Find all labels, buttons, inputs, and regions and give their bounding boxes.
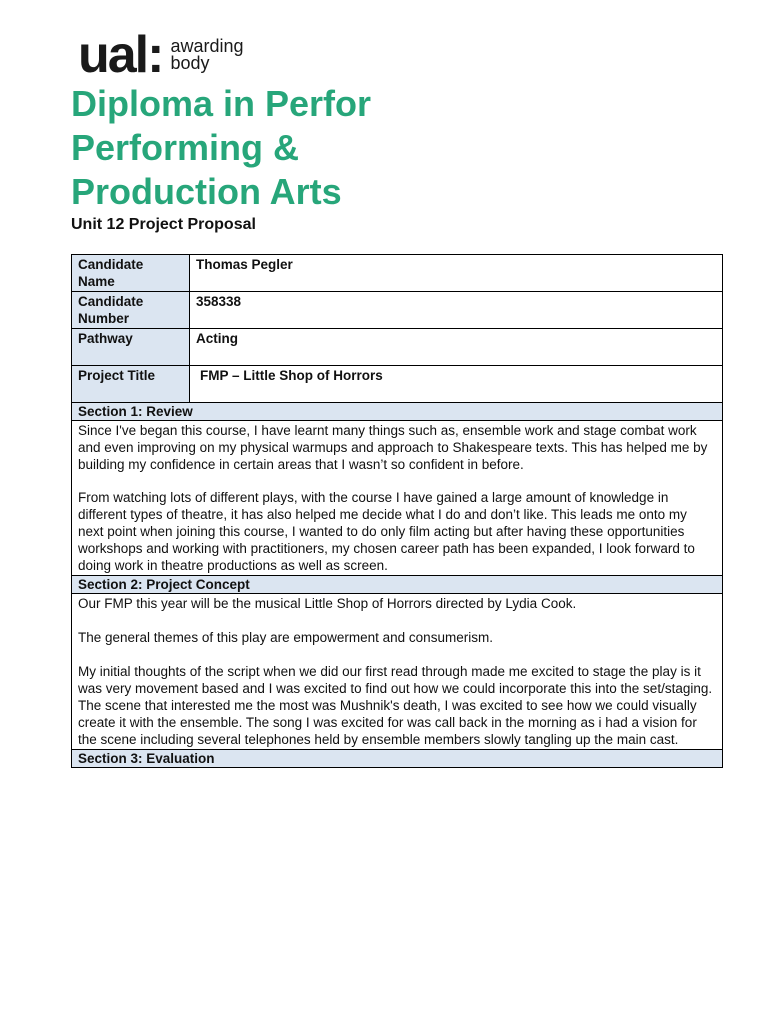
pathway-value: Acting (190, 329, 723, 366)
section-2-body (72, 594, 723, 750)
candidate-name-label: Candidate Name (72, 255, 190, 292)
logo-subtext (170, 38, 243, 72)
section-1-body (72, 421, 723, 576)
title-line-1: Diploma in Perfor (71, 83, 372, 124)
section-1-paragraph-2: From watching lots of different plays, with the course I have gained a large amount of knowledge in different types of theatre, it has also helped me decide what I do and don’t like. This leads me onto my next point when joining this course, I wanted to do only film acting but after having these opportunities workshops and working with practitioners, my chosen career path has been expanded, I look forward to doing work in theatre productions as well as screen. (78, 490, 695, 573)
logo-wordmark: ual: (78, 26, 163, 84)
candidate-number-label: Candidate Number (72, 292, 190, 329)
title-line-3: Production Arts (71, 171, 342, 212)
table-row-candidate-number (72, 292, 723, 329)
section-3-heading-row (72, 750, 723, 768)
candidate-name-value: Thomas Pegler (190, 255, 723, 292)
ual-logo (78, 26, 244, 84)
table-row-candidate-name (72, 255, 723, 292)
project-title-text: FMP – Little Shop of Horrors (200, 368, 383, 383)
section-1-heading: Section 1: Review (72, 403, 723, 421)
section-1-heading-row (72, 403, 723, 421)
logo-line-2: body (170, 53, 210, 73)
section-2-heading-row (72, 576, 723, 594)
section-1-paragraph-1: Since I've began this course, I have learnt many things such as, ensemble work and stage combat work and even improving on my physical warmups and approach to Shakespeare texts. This has helped me by building my confidence in certain areas that I wasn’t so confident in before. (78, 423, 708, 472)
section-2-paragraph-2: The general themes of this play are empowerment and consumerism. (78, 630, 493, 645)
title-line-2: Performing & (71, 127, 300, 168)
section-1-body-row (72, 421, 723, 576)
section-2-body-row (72, 594, 723, 750)
logo-line-1: awarding (170, 36, 244, 56)
section-2-heading: Section 2: Project Concept (72, 576, 723, 594)
document-subtitle: Unit 12 Project Proposal (71, 216, 256, 233)
project-title-label: Project Title (72, 366, 190, 403)
section-2-paragraph-3: My initial thoughts of the script when we did our first read through made me excited to stage the play is it was very movement based and I was excited to find out how we could incorporate this into the set/staging. The scene that interested me the most was Mushnik's death, I was excited to see how we could visually create it with the ensemble. The song I was excited for was call back in the morning as i had a vision for the scene including several telephones held by ensemble members slowly tangling up the main cast. (78, 664, 713, 747)
project-title-value (190, 366, 723, 403)
candidate-number-value: 358338 (190, 292, 723, 329)
table-row-pathway (72, 329, 723, 366)
section-3-heading: Section 3: Evaluation (72, 750, 723, 768)
pathway-label: Pathway (72, 329, 190, 366)
document-title (71, 82, 371, 214)
section-2-paragraph-1: Our FMP this year will be the musical Little Shop of Horrors directed by Lydia Cook. (78, 596, 577, 611)
proposal-form-table (71, 254, 723, 768)
table-row-project-title (72, 366, 723, 403)
